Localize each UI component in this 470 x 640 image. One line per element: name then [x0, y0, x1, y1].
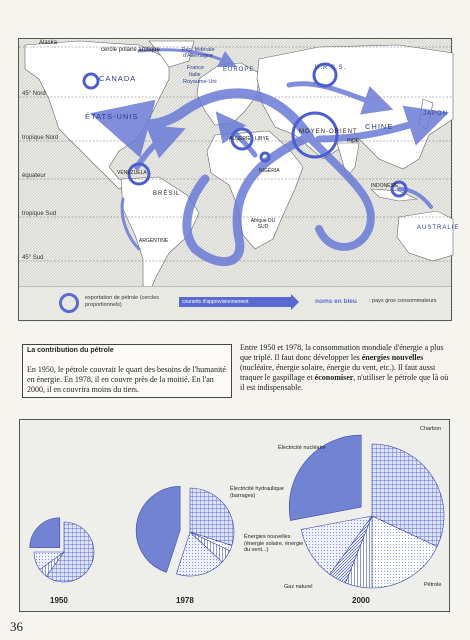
- label-canada: CANADA: [99, 74, 137, 83]
- contribution-body: En 1950, le pétrole couvrait le quart des besoins de l'humanité en énergie. En 1978, il en couvre près de la moitié. En l'an 2000, il en couvrira moins du tiers.: [27, 364, 226, 394]
- world-oil-map: [18, 38, 460, 321]
- label-argentine: ARGENTINE: [139, 238, 169, 244]
- label-petrole: Pétrole: [424, 582, 442, 588]
- label-australie: AUSTRALIE: [417, 225, 460, 231]
- label-japon: JAPON: [423, 111, 449, 117]
- label-energies-nouvelles: Énergies nouvelles (énergie solaire, énergie du vent...): [244, 534, 304, 554]
- paragraph-bold-economiser: économiser: [314, 373, 354, 382]
- label-italie: Italie: [189, 72, 201, 78]
- pies: [30, 435, 444, 588]
- contribution-box: [22, 344, 232, 398]
- label-rfa: Rép. fédérale d'Allemagne: [181, 47, 215, 60]
- label-45-sud: 45° Sud: [22, 255, 44, 261]
- consumption-paragraph: [240, 343, 450, 393]
- year-label-1978: 1978: [176, 596, 194, 605]
- label-algerie: ALGÉRIE: [229, 136, 251, 142]
- contribution-title: La contribution du pétrole: [27, 347, 114, 354]
- label-alaska: Alaska: [39, 40, 58, 46]
- legend-export-text: exportation de pétrole (cercles proportionnels): [85, 295, 159, 309]
- page-number: 36: [10, 619, 23, 634]
- energy-pie-chart: [19, 419, 450, 612]
- label-uk: Royaume-Uni: [183, 79, 217, 85]
- label-45-nord: 45° Nord: [22, 91, 46, 97]
- label-indonesie: INDONÉSIE: [371, 183, 399, 189]
- label-gaz-naturel: Gaz naturel: [284, 584, 313, 590]
- label-arctic-circle: cercle polaire arctique: [101, 47, 160, 53]
- pie-1950-slice-petrole: [30, 518, 60, 548]
- label-moyen-orient: MOYEN-ORIENT: [299, 129, 358, 135]
- map-graphic: [19, 39, 453, 322]
- label-electricite-nucleaire: Électricité nucléaire: [278, 445, 326, 451]
- label-tropique-sud: tropique Sud: [22, 211, 57, 217]
- pie-chart-graphic: [20, 420, 451, 613]
- label-nigeria: NIGÉRIA: [259, 168, 280, 174]
- label-bresil: BRÉSIL: [153, 191, 181, 197]
- label-electricite-hydraulique: Électricité hydraulique (barrages): [230, 486, 284, 499]
- label-equateur: équateur: [22, 173, 46, 179]
- legend-blue-names: noms en bleu: [315, 298, 357, 305]
- label-venezuela: VENEZUELA: [117, 170, 147, 176]
- label-europe: EUROPE: [223, 67, 255, 73]
- label-charbon: Charbon: [420, 426, 442, 432]
- paragraph-part-1: Entre 1950 et 1978, la consommation mondiale d'énergie a plus que triplé. Il faut donc développer les: [240, 343, 444, 362]
- pie-1978-slice-petrole: [136, 486, 180, 572]
- label-chine: CHINE: [365, 122, 394, 131]
- label-tropique-nord: tropique Nord: [22, 135, 59, 141]
- paragraph-part-3: , n'utiliser le pétrole que là où il est indispensable.: [240, 373, 449, 392]
- year-label-1950: 1950: [50, 596, 68, 605]
- label-libye: LIBYE: [255, 136, 270, 142]
- year-label-2000: 2000: [352, 596, 370, 605]
- label-inde: INDE: [347, 138, 359, 144]
- map-legend: [19, 286, 451, 320]
- legend-export-circle-icon: [59, 293, 79, 313]
- label-usa: ÉTATS-UNIS: [85, 112, 139, 121]
- label-afrique-du-sud: Afrique DU SUD: [250, 218, 276, 230]
- legend-supply-arrow: courants d'approvisionnement: [179, 297, 291, 307]
- label-urss: U.R.S.S.: [315, 65, 347, 71]
- paragraph-part-2: (nucléaire, énergie solaire, énergie du vent, etc.). Il faut aussi traquer le gaspillage et: [240, 363, 436, 382]
- label-france: France: [187, 65, 205, 71]
- paragraph-bold-new-energies: énergies nouvelles: [361, 353, 424, 362]
- legend-big-consumers: : pays gros consommateurs: [369, 298, 437, 304]
